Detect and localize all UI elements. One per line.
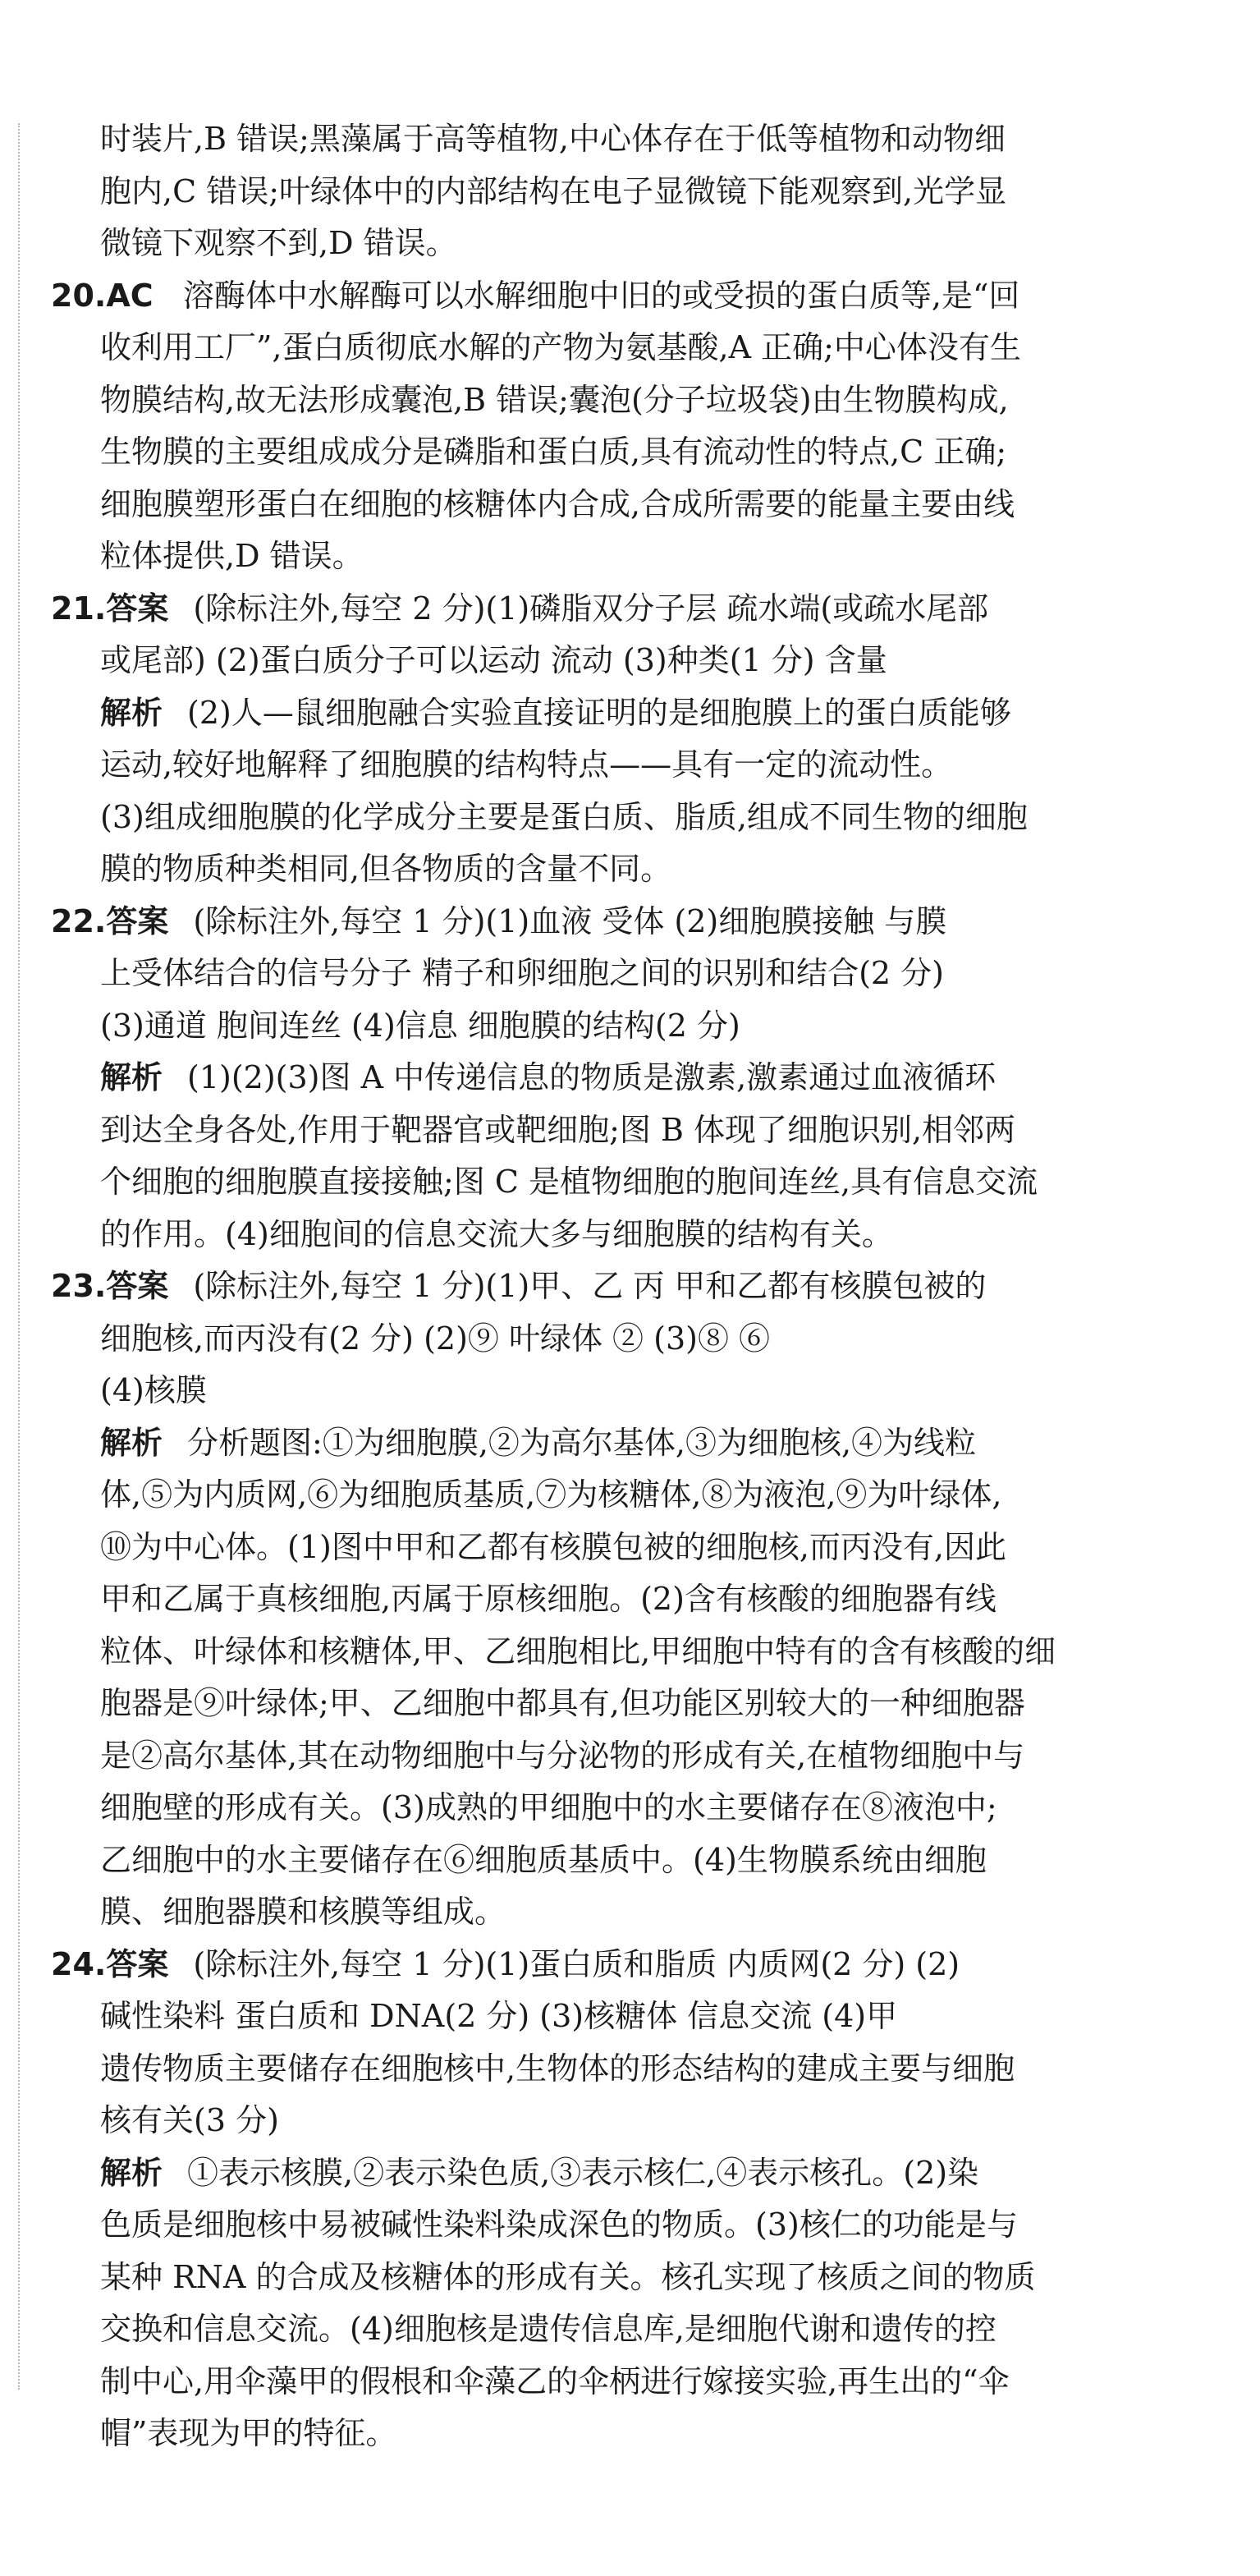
text-line: 粒体、叶绿体和核糖体,甲、乙细胞相比,甲细胞中特有的含有核酸的细 bbox=[100, 1632, 1056, 1669]
question-number: 24. bbox=[51, 1945, 107, 1982]
text-line: 甲和乙属于真核细胞,丙属于原核细胞。(2)含有核酸的细胞器有线 bbox=[100, 1581, 997, 1617]
text-line: 是②高尔基体,其在动物细胞中与分泌物的形成有关,在植物细胞中与 bbox=[100, 1737, 1025, 1774]
text-line: (3)通道 胞间连丝 (4)信息 细胞膜的结构(2 分) bbox=[100, 1007, 740, 1044]
analysis-first-line bbox=[100, 2147, 1092, 2200]
text-segment: 分析题图:①为细胞膜,②为高尔基体,③为细胞核,④为线粒 bbox=[187, 1424, 977, 1461]
text-line: 粒体提供,D 错误。 bbox=[100, 538, 364, 574]
binding-margin-line bbox=[18, 123, 20, 2390]
text-line: 运动,较好地解释了细胞膜的结构特点——具有一定的流动性。 bbox=[100, 746, 953, 783]
text-line: 帽”表现为甲的特征。 bbox=[100, 2415, 397, 2451]
text-line: 膜、细胞器膜和核膜等组成。 bbox=[100, 1894, 506, 1930]
question-23 bbox=[51, 1260, 1092, 1939]
text-line: 收利用工厂”,蛋白质彻底水解的产物为氨基酸,A 正确;中心体没有生 bbox=[100, 329, 1021, 365]
text-line: 上受体结合的信号分子 精子和卵细胞之间的识别和结合(2 分) bbox=[100, 955, 944, 991]
question-number: 21. bbox=[51, 590, 107, 627]
answer-label: 答案 bbox=[106, 1268, 169, 1304]
text-line: 的作用。(4)细胞间的信息交流大多与细胞膜的结构有关。 bbox=[100, 1215, 893, 1252]
text-line: 细胞核,而丙没有(2 分) (2)⑨ 叶绿体 ② (3)⑧ ⑥ bbox=[100, 1320, 771, 1357]
answer-label: 答案 bbox=[106, 902, 169, 939]
text-line: (4)核膜 bbox=[100, 1372, 207, 1408]
answer-content bbox=[51, 113, 1092, 2460]
analysis-label: 解析 bbox=[100, 2154, 163, 2191]
text-line: 胞器是⑨叶绿体;甲、乙细胞中都具有,但功能区别较大的一种细胞器 bbox=[100, 1685, 1025, 1721]
text-segment: (除标注外,每空 1 分)(1)甲、乙 丙 甲和乙都有核膜包被的 bbox=[193, 1268, 987, 1304]
text-line: 乙细胞中的水主要储存在⑥细胞质基质中。(4)生物膜系统由细胞 bbox=[100, 1841, 987, 1878]
question-22 bbox=[51, 896, 1092, 1261]
prev-question-continuation bbox=[51, 113, 1092, 270]
text-line: 细胞膜塑形蛋白在细胞的核糖体内合成,合成所需要的能量主要由线 bbox=[100, 485, 1015, 522]
question-first-line bbox=[51, 1260, 1092, 1313]
text-line: 碱性染料 蛋白质和 DNA(2 分) (3)核糖体 信息交流 (4)甲 bbox=[100, 1998, 898, 2034]
text-line: ⑩为中心体。(1)图中甲和乙都有核膜包被的细胞核,而丙没有,因此 bbox=[100, 1528, 1006, 1565]
text-line: 交换和信息交流。(4)细胞核是遗传信息库,是细胞代谢和遗传的控 bbox=[100, 2311, 997, 2347]
text-segment: 溶酶体中水解酶可以水解细胞中旧的或受损的蛋白质等,是“回 bbox=[182, 277, 1020, 314]
question-number: 22. bbox=[51, 902, 107, 939]
text-segment: (2)人—鼠细胞融合实验直接证明的是细胞膜上的蛋白质能够 bbox=[187, 694, 1011, 731]
question-first-line bbox=[51, 583, 1092, 636]
text-line: 到达全身各处,作用于靶器官或靶细胞;图 B 体现了细胞识别,相邻两 bbox=[100, 1111, 1016, 1148]
question-first-line bbox=[51, 896, 1092, 948]
text-line: 体,⑤为内质网,⑥为细胞质基质,⑦为核糖体,⑧为液泡,⑨为叶绿体, bbox=[100, 1476, 1002, 1513]
text-line: 个细胞的细胞膜直接接触;图 C 是植物细胞的胞间连丝,具有信息交流 bbox=[100, 1164, 1038, 1200]
text-segment: (除标注外,每空 1 分)(1)血液 受体 (2)细胞膜接触 与膜 bbox=[193, 902, 947, 939]
answer-label: 答案 bbox=[106, 590, 169, 627]
question-21 bbox=[51, 583, 1092, 896]
analysis-first-line bbox=[100, 1052, 1092, 1104]
question-number: 20.AC bbox=[51, 277, 153, 314]
text-line: 某种 RNA 的合成及核糖体的形成有关。核孔实现了核质之间的物质 bbox=[100, 2258, 1036, 2295]
analysis-first-line bbox=[100, 687, 1092, 740]
text-line: 膜的物质种类相同,但各物质的含量不同。 bbox=[100, 851, 672, 887]
question-24 bbox=[51, 1939, 1092, 2460]
text-line: 或尾部) (2)蛋白质分子可以运动 流动 (3)种类(1 分) 含量 bbox=[100, 642, 887, 678]
text-line: 核有关(3 分) bbox=[100, 2102, 279, 2138]
text-line: 色质是细胞核中易被碱性染料染成深色的物质。(3)核仁的功能是与 bbox=[100, 2206, 1018, 2243]
answer-label: 答案 bbox=[106, 1945, 169, 1982]
text-segment: (1)(2)(3)图 A 中传递信息的物质是激素,激素通过血液循环 bbox=[187, 1059, 997, 1095]
text-line: (3)组成细胞膜的化学成分主要是蛋白质、脂质,组成不同生物的细胞 bbox=[100, 798, 1028, 835]
text-line: 细胞壁的形成有关。(3)成熟的甲细胞中的水主要储存在⑧液泡中; bbox=[100, 1789, 997, 1825]
analysis-label: 解析 bbox=[100, 1059, 163, 1095]
question-first-line bbox=[51, 270, 1092, 323]
question-number: 23. bbox=[51, 1268, 107, 1304]
text-line: 微镜下观察不到,D 错误。 bbox=[100, 225, 457, 261]
text-segment: ①表示核膜,②表示染色质,③表示核仁,④表示核孔。(2)染 bbox=[187, 2154, 979, 2191]
text-line: 物膜结构,故无法形成囊泡,B 错误;囊泡(分子垃圾袋)由生物膜构成, bbox=[100, 381, 1009, 418]
question-first-line bbox=[51, 1939, 1092, 1991]
text-line: 制中心,用伞藻甲的假根和伞藻乙的伞柄进行嫁接实验,再生出的“伞 bbox=[100, 2362, 1010, 2399]
text-line: 胞内,C 错误;叶绿体中的内部结构在电子显微镜下能观察到,光学显 bbox=[100, 172, 1007, 209]
text-segment: (除标注外,每空 1 分)(1)蛋白质和脂质 内质网(2 分) (2) bbox=[193, 1945, 960, 1982]
text-line: 时装片,B 错误;黑藻属于高等植物,中心体存在于低等植物和动物细 bbox=[100, 121, 1006, 157]
question-20 bbox=[51, 270, 1092, 583]
text-segment: (除标注外,每空 2 分)(1)磷脂双分子层 疏水端(或疏水尾部 bbox=[193, 590, 989, 627]
analysis-first-line bbox=[100, 1417, 1092, 1470]
analysis-label: 解析 bbox=[100, 694, 163, 731]
text-line: 遗传物质主要储存在细胞核中,生物体的形态结构的建成主要与细胞 bbox=[100, 2050, 1015, 2087]
analysis-label: 解析 bbox=[100, 1424, 163, 1461]
text-line: 生物膜的主要组成成分是磷脂和蛋白质,具有流动性的特点,C 正确; bbox=[100, 434, 1007, 470]
